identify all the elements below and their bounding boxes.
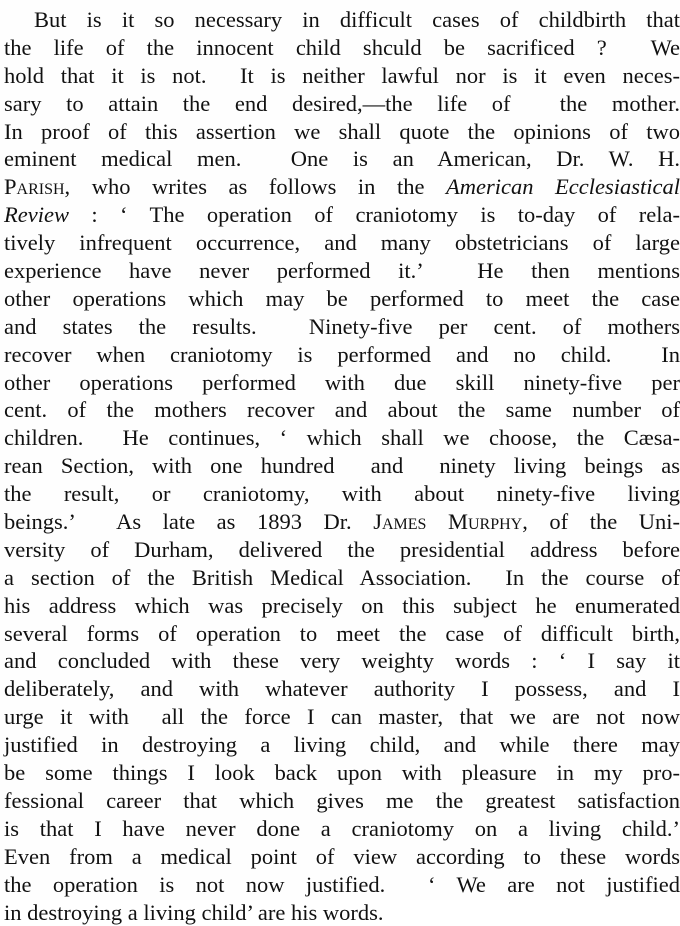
text-line: tively infrequent occurrence, and many obstetricians of large <box>4 229 680 257</box>
text-line: rean Section, with one hundred and ninety living beings as <box>4 452 680 480</box>
text-line: children. He continues, ‘ which shall we choose, the Cæsa- <box>4 424 680 452</box>
name-james-murphy: James Murphy <box>373 509 522 534</box>
text-line: In proof of this assertion we shall quote the opinions of two <box>4 118 680 146</box>
text-line: urge it with all the force I can master, that we are not now <box>4 703 680 731</box>
text-line: sary to attain the end desired,—the life of the mother. <box>4 90 680 118</box>
text-line: is that I have never done a craniotomy on a living child.’ <box>4 815 680 843</box>
text-line: But is it so necessary in difficult cases of childbirth that <box>4 6 680 34</box>
journal-title: Review <box>4 202 69 227</box>
text-line: Even from a medical point of view according to these words <box>4 843 680 871</box>
text-line: hold that it is not. It is neither lawful nor is it even neces- <box>4 62 680 90</box>
text-line: justified in destroying a living child, and while there may <box>4 731 680 759</box>
text-line: several forms of operation to meet the case of difficult birth, <box>4 620 680 648</box>
text-line: the operation is not now justified. ‘ We are not justified <box>4 871 680 899</box>
journal-title: American Ecclesiastical <box>446 174 680 199</box>
text-line-styled: Parish, who writes as follows in the American Ecclesiastical <box>4 173 680 201</box>
text-line: his address which was precisely on this subject he enumerated <box>4 592 680 620</box>
text-line: be some things I look back upon with pleasure in my pro- <box>4 759 680 787</box>
text-line: in destroying a living child’ are his words. <box>4 899 680 926</box>
text-line: other operations performed with due skill ninety-five per <box>4 369 680 397</box>
text-line: the result, or craniotomy, with about ninety-five living <box>4 480 680 508</box>
text-line-styled: beings.’ As late as 1893 Dr. James Murphy, of the Uni- <box>4 508 680 536</box>
text-line: deliberately, and with whatever authority I possess, and I <box>4 675 680 703</box>
text-line: versity of Durham, delivered the presidential address before <box>4 536 680 564</box>
text-line: cent. of the mothers recover and about the same number of <box>4 396 680 424</box>
text-line-styled: Review : ‘ The operation of craniotomy is to-day of rela- <box>4 201 680 229</box>
name-parish: Parish <box>4 174 65 199</box>
text-line: eminent medical men. One is an American, Dr. W. H. <box>4 145 680 173</box>
text-line: a section of the British Medical Association. In the course of <box>4 564 680 592</box>
text-line: and concluded with these very weighty words : ‘ I say it <box>4 647 680 675</box>
paragraph <box>4 6 680 926</box>
text-line: experience have never performed it.’ He then mentions <box>4 257 680 285</box>
text-line: other operations which may be performed to meet the case <box>4 285 680 313</box>
text-line: recover when craniotomy is performed and no child. In <box>4 341 680 369</box>
text-line: fessional career that which gives me the greatest satisfaction <box>4 787 680 815</box>
text-line: the life of the innocent child shculd be sacrificed ? We <box>4 34 680 62</box>
text-line: and states the results. Ninety-five per cent. of mothers <box>4 313 680 341</box>
